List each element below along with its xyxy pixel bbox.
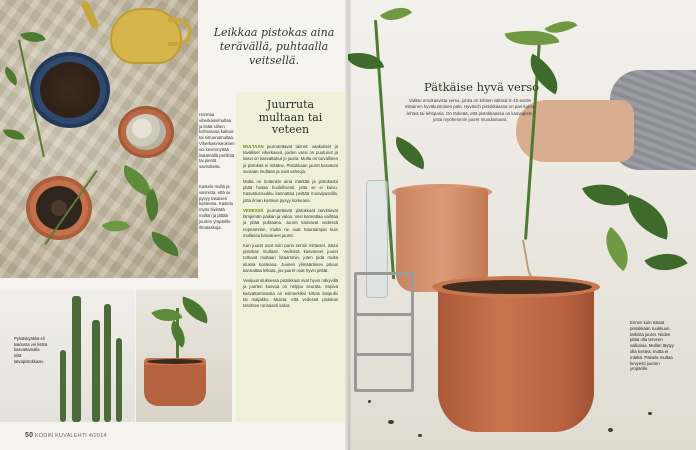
info-box-rooting xyxy=(236,92,345,422)
info-box-paragraph: MULTAAN juurrutettavat taimet: vaakukset ja tavalliset viherkasvit, joiden varsi on puutunut ja kasvi on kasvattanut jo juuria. Multa on turvallinen ja pistokas ei mätäne. Pistokkaan juuret kasvavat suoraan multaan ja ovat vahvoja. xyxy=(243,143,338,174)
photo-potting-materials xyxy=(0,0,198,278)
metal-plant-stand xyxy=(354,272,414,392)
info-box-heading: Juurruta multaan tai veteen xyxy=(258,98,323,137)
info-box-paragraph: Multa on kuitenkin aina märkää ja pistokasta pitää hoitaa huolellisesti, jotta se ei kuivu. Kasvatusruukku kannattaa peittää muovipussilla, jotta ilman kosteus pysyy korkeana. xyxy=(243,179,338,203)
photo-captions xyxy=(199,112,235,244)
front-terracotta-pot xyxy=(438,286,594,432)
folio xyxy=(25,432,107,439)
info-box-paragraph: Kun juuret ovat noin parin sentin mittaiset, istuta pistokas multaan. Vedessä kasvaneet juuret tottuvat multaan hitaammin, joten pidä multa alussa kosteana. Juurien ylimääräinen pituus kannattaa leikata, jos juuret ovat hyvin pitkät. xyxy=(243,242,338,273)
runin-water: VEDESSÄ xyxy=(243,207,264,213)
spread-gutter xyxy=(345,0,351,450)
bowl-clay-pellets xyxy=(26,176,92,240)
right-heading: Pätkäise hyvä verso xyxy=(424,80,540,94)
page-number: 50 xyxy=(25,432,34,439)
magazine-name: KODIN KUVALEHTI 4/2014 xyxy=(34,433,107,439)
photo-potted-cutting xyxy=(136,290,232,422)
bowl-soil xyxy=(30,52,110,128)
info-box-paragraph: VEDESSÄ juurrutettavat pistokkaat tarvitsevat lämpimän paikan ja valoa. Vesi kannattaa vaihtaa ja pitää puhtaana. Juuret kasvavat vedessä nopeammin, mutta ne ovat hauraampia kuin mullassa kasvaneet juuret. xyxy=(243,207,338,238)
right-page xyxy=(348,0,696,450)
caption-cactus: Pylväskyäkkä eli kaktusta voi lisätä kasvattamalla siitä latvapistokkaan. xyxy=(14,336,48,364)
caption-watering: Kastele multa ja varmista, että se pysyy tasaisen kosteana. Kastelu myös tiivistää mullan ja jättää juurten ympärille ilmataskuja. xyxy=(199,183,234,230)
right-intro-text: Valitse emokasvista verso, jonka on lehtien välissä 3–10 sentin mittainen hyväkuntoinen pala. Hyväsch pistokkaassa on pari-kolme lehteä tai lehtiparia. On tärkeää, että pistokkaassa on kasvupiste, josta myöhemmin juuret muodostuvat. xyxy=(404,98,536,123)
pull-quote: Leikkaa pistokas aina terävällä, puhtaalla veitsellä. xyxy=(213,26,335,67)
runin-soil: MULTAAN xyxy=(243,143,264,149)
bowl-perlite xyxy=(118,106,174,158)
caption-repotting: Ennen kuin istutat pistokkaan ruukkuun, tarkista juuret. Niiden pitää olla terveen valkoisia. Mullan täytyy olla kostea, mutta ei märkä. Painele multaa kevyesti juurien ympärille. xyxy=(630,320,674,372)
info-box-paragraph: Vesijuurrutuksessa pistokkaat ovat hyvin näkyvillä ja juurten kasvua on helppo seurata. Sopiva kasvattamisastia on esimerkiksi kirkas lasipullo tai maljakko. Muista, että vedessä pistokas tarvitsee runsaasti valoa. xyxy=(243,278,338,308)
caption-soil-mix: Hormaa viherkasvimultaa ja lisää siihen kolmasosa kaktus- tai sitruunamultaa. Viherkasviseoksen voi kevennyttää lisäämällä perliittiä tai pientä savirakeita. xyxy=(199,112,235,170)
terracotta-pot xyxy=(144,358,206,406)
